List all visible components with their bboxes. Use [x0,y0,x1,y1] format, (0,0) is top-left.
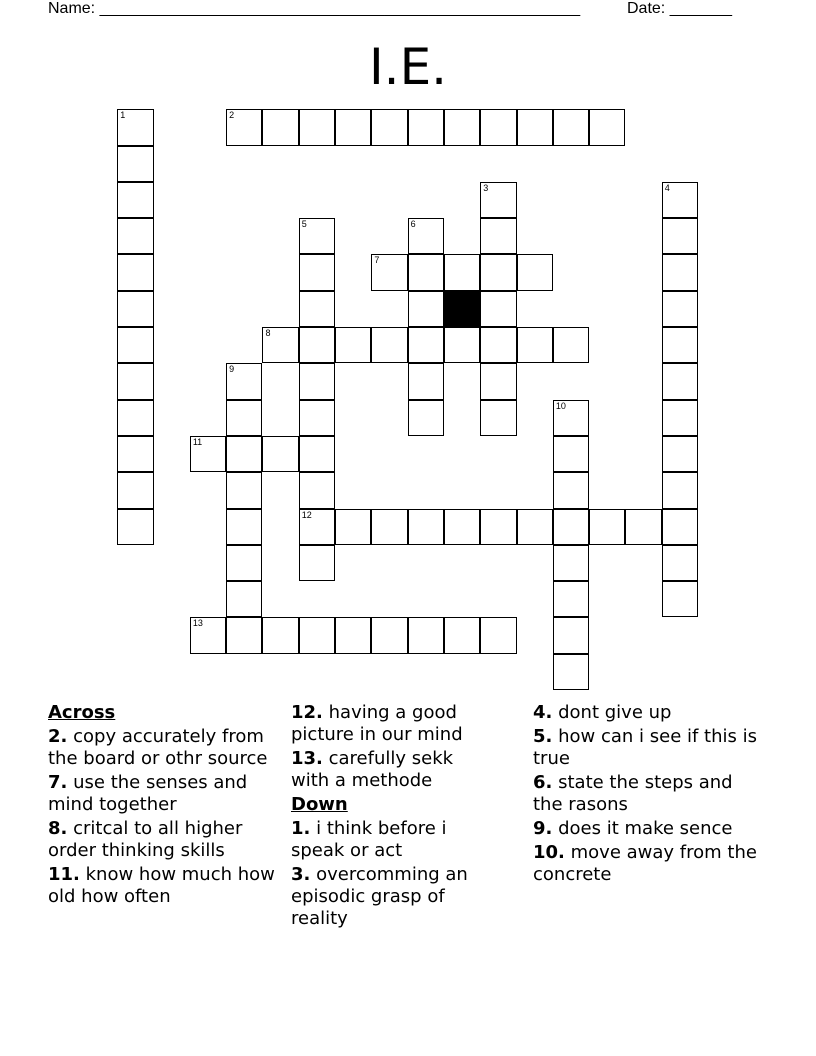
grid-cell[interactable] [553,545,589,581]
grid-cell[interactable] [335,509,371,545]
grid-cell[interactable] [117,400,153,436]
grid-cell[interactable] [408,327,444,363]
grid-cell[interactable] [117,218,153,254]
grid-cell[interactable] [408,509,444,545]
grid-cell[interactable] [299,436,335,472]
grid-cell[interactable] [662,400,698,436]
grid-cell[interactable] [444,327,480,363]
grid-cell[interactable] [480,327,516,363]
grid-cell[interactable] [480,363,516,399]
clue-number: 12. [291,702,323,723]
grid-cell[interactable] [226,545,262,581]
clue-across [48,864,288,908]
clue-number: 7. [48,772,68,793]
clue-number: 5 [301,219,307,230]
date-field[interactable]: Date: _______ [627,0,732,17]
grid-cell[interactable] [371,327,407,363]
grid-cell[interactable] [480,182,516,218]
clue-text: state the steps and the rasons [533,772,733,815]
grid-cell[interactable] [662,363,698,399]
clue-text: carefully sekk with a methode [291,748,454,791]
clue-number: 11. [48,864,80,885]
grid-cell[interactable] [117,182,153,218]
grid-cell[interactable] [262,327,298,363]
grid-cell[interactable] [299,545,335,581]
clue-number: 6. [533,772,553,793]
grid-cell[interactable] [226,581,262,617]
grid-cell[interactable] [662,472,698,508]
clue-number: 10. [533,842,565,863]
grid-cell[interactable] [662,545,698,581]
grid-cell[interactable] [517,327,553,363]
grid-cell[interactable] [480,254,516,290]
clue-across [48,772,288,816]
clue-down [291,864,491,930]
grid-cell[interactable] [117,509,153,545]
grid-cell[interactable] [226,109,262,145]
black-square [444,291,480,327]
clue-across [48,726,288,770]
clue-text: how can i see if this is true [533,726,758,769]
grid-cell[interactable] [117,436,153,472]
grid-cell[interactable] [480,400,516,436]
grid-cell[interactable] [662,327,698,363]
clue-text: critcal to all higher order thinking skills [48,818,243,861]
clue-down [291,818,491,862]
grid-cell[interactable] [662,254,698,290]
grid-cell[interactable] [117,146,153,182]
grid-cell[interactable] [299,291,335,327]
clue-number: 9 [229,364,235,375]
clue-text: does it make sence [558,818,733,839]
grid-cell[interactable] [408,617,444,653]
clue-number: 8. [48,818,68,839]
grid-cell[interactable] [226,400,262,436]
clue-text: use the senses and mind together [48,772,248,815]
clue-number: 3 [483,182,489,193]
grid-cell[interactable] [480,218,516,254]
grid-cell[interactable] [662,509,698,545]
grid-cell[interactable] [480,509,516,545]
clue-number: 10 [555,400,566,411]
grid-cell[interactable] [371,109,407,145]
clue-number: 12 [301,509,312,520]
grid-cell[interactable] [299,254,335,290]
clue-number: 2. [48,726,68,747]
down-heading: Down [291,794,348,815]
grid-cell[interactable] [408,218,444,254]
grid-cell[interactable] [262,436,298,472]
name-field[interactable]: Name: ______________________________________________________ [48,0,581,17]
clue-number: 3. [291,864,311,885]
clue-column-1 [48,702,288,910]
clue-across [291,702,491,746]
grid-cell[interactable] [553,617,589,653]
clue-number: 7 [374,255,380,266]
grid-cell[interactable] [662,581,698,617]
grid-cell[interactable] [408,363,444,399]
grid-cell[interactable] [262,109,298,145]
grid-cell[interactable] [589,509,625,545]
clue-number: 4 [664,182,670,193]
grid-cell[interactable] [517,509,553,545]
clue-across [291,748,491,792]
clue-across [48,818,288,862]
clue-number: 2 [229,110,235,121]
grid-cell[interactable] [480,291,516,327]
clue-number: 5. [533,726,553,747]
clue-down [533,842,758,886]
clue-text: having a good picture in our mind [291,702,463,745]
grid-cell[interactable] [480,109,516,145]
clue-down [533,726,758,770]
grid-cell[interactable] [444,109,480,145]
grid-cell[interactable] [553,581,589,617]
grid-cell[interactable] [589,109,625,145]
grid-cell[interactable] [226,363,262,399]
grid-cell[interactable] [299,472,335,508]
grid-cell[interactable] [299,109,335,145]
clue-text: dont give up [558,702,672,723]
grid-cell[interactable] [444,617,480,653]
grid-cell[interactable] [117,327,153,363]
grid-cell[interactable] [371,617,407,653]
clue-number: 8 [265,328,271,339]
grid-cell[interactable] [117,254,153,290]
grid-cell[interactable] [553,654,589,690]
grid-cell[interactable] [517,254,553,290]
grid-cell[interactable] [117,363,153,399]
across-heading: Across [48,702,116,723]
grid-cell[interactable] [662,182,698,218]
grid-cell[interactable] [299,218,335,254]
grid-cell[interactable] [262,617,298,653]
clue-text: move away from the concrete [533,842,757,885]
grid-cell[interactable] [553,509,589,545]
grid-cell[interactable] [226,509,262,545]
clue-number: 9. [533,818,553,839]
grid-cell[interactable] [444,509,480,545]
grid-cell[interactable] [444,254,480,290]
grid-cell[interactable] [625,509,661,545]
grid-cell[interactable] [662,218,698,254]
grid-cell[interactable] [662,291,698,327]
grid-cell[interactable] [662,436,698,472]
grid-cell[interactable] [299,617,335,653]
clue-down [533,702,758,724]
clue-text: know how much how old how often [48,864,275,907]
grid-cell[interactable] [335,617,371,653]
grid-cell[interactable] [226,472,262,508]
grid-cell[interactable] [190,436,226,472]
grid-cell[interactable] [408,109,444,145]
clue-text: overcomming an episodic grasp of reality [291,864,468,929]
grid-cell[interactable] [117,472,153,508]
clue-column-3 [533,702,758,888]
grid-cell[interactable] [371,254,407,290]
grid-cell[interactable] [117,291,153,327]
grid-cell[interactable] [299,400,335,436]
grid-cell[interactable] [553,436,589,472]
clue-down [533,772,758,816]
grid-cell[interactable] [480,617,516,653]
grid-cell[interactable] [371,509,407,545]
grid-cell[interactable] [299,363,335,399]
clue-number: 1 [120,110,126,121]
grid-cell[interactable] [553,472,589,508]
grid-cell[interactable] [553,400,589,436]
grid-cell[interactable] [226,436,262,472]
grid-cell[interactable] [553,109,589,145]
grid-cell[interactable] [408,291,444,327]
grid-cell[interactable] [226,617,262,653]
clue-number: 11 [192,436,203,447]
grid-cell[interactable] [190,617,226,653]
grid-cell[interactable] [335,109,371,145]
grid-cell[interactable] [408,254,444,290]
clue-text: copy accurately from the board or othr source [48,726,268,769]
clue-down [533,818,758,840]
clue-number: 13. [291,748,323,769]
grid-cell[interactable] [299,327,335,363]
clue-number: 13 [192,618,203,629]
grid-cell[interactable] [553,327,589,363]
page-title: I.E. [368,38,448,96]
grid-cell[interactable] [335,327,371,363]
grid-cell[interactable] [517,109,553,145]
grid-cell[interactable] [117,109,153,145]
clue-number: 4. [533,702,553,723]
clue-number: 6 [410,219,416,230]
clue-text: i think before i speak or act [291,818,447,861]
clue-number: 1. [291,818,311,839]
clue-column-2 [291,702,491,932]
grid-cell[interactable] [299,509,335,545]
grid-cell[interactable] [408,400,444,436]
